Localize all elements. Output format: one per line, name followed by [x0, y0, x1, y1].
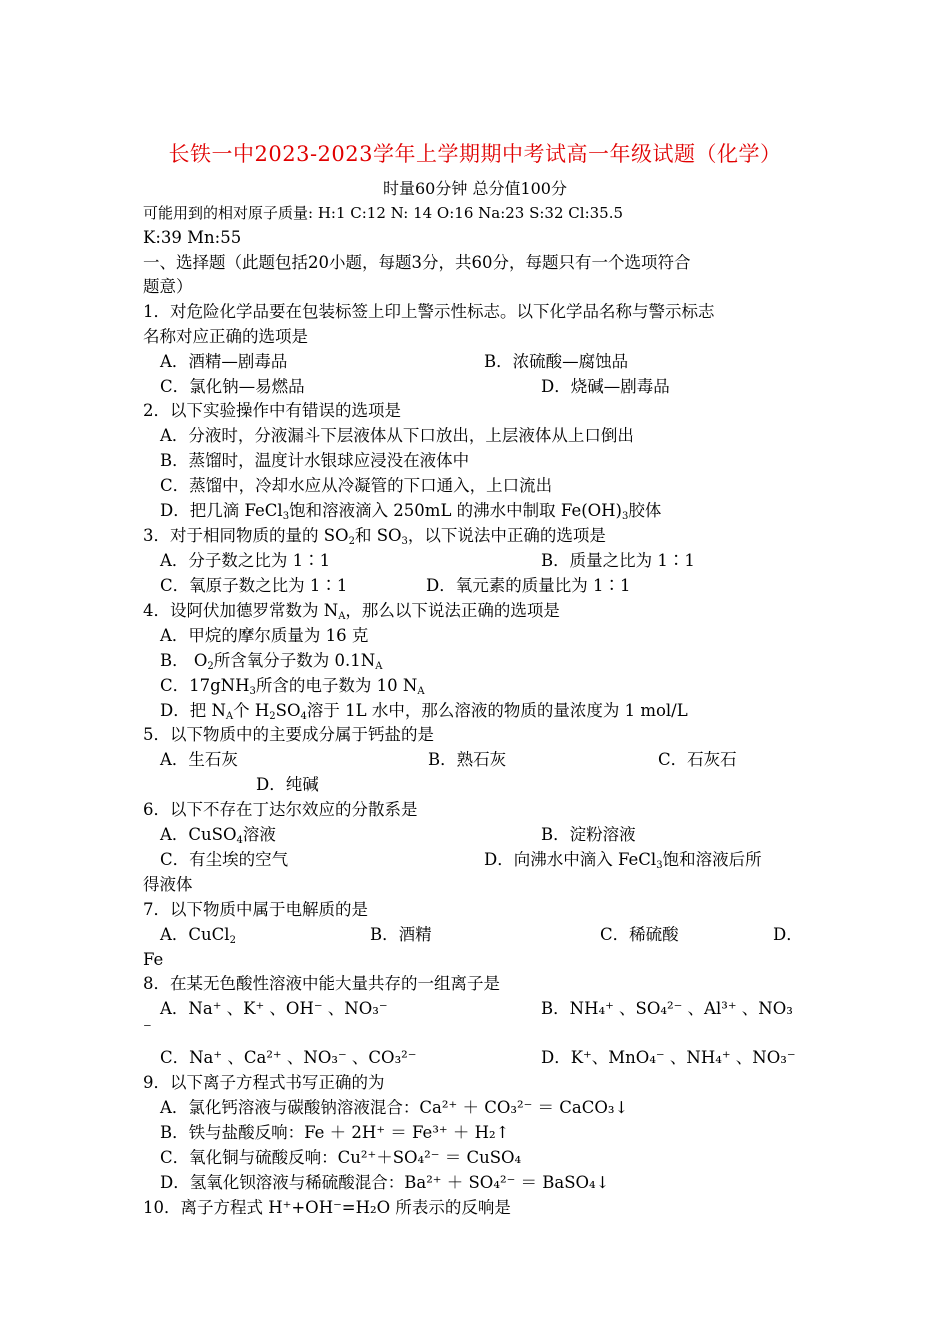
q5-option-c: C．石灰石	[658, 750, 737, 769]
q7-option-c: C．稀硫酸	[600, 925, 679, 944]
q2-option-c: C．蒸馏中，冷却水应从冷凝管的下口通入，上口流出	[160, 476, 553, 495]
q6-option-b: B．淀粉溶液	[541, 825, 636, 844]
exam-subtitle: 时量60分钟 总分值100分	[383, 179, 567, 198]
q1-option-d: D．烧碱—剧毒品	[541, 377, 670, 396]
q1-stem-line-2: 名称对应正确的选项是	[143, 327, 308, 346]
q9-option-b: B．铁与盐酸反响：Fe ＋ 2H⁺ ＝ Fe³⁺ ＋ H₂↑	[160, 1123, 510, 1142]
q9-option-a: A．氯化钙溶液与碳酸钠溶液混合：Ca²⁺ ＋ CO₃²⁻ ＝ CaCO₃↓	[160, 1098, 629, 1117]
q8-option-b: B．NH₄⁺ 、SO₄²⁻ 、Al³⁺ 、NO₃	[541, 999, 793, 1018]
q1-stem-line-1: 1．对危险化学品要在包装标签上印上警示性标志。以下化学品名称与警示标志	[143, 302, 715, 321]
q3-stem: 3．对于相同物质的量的 $SO_2$和 $SO_3$，以下说法中正确的选项是	[143, 526, 606, 547]
section-heading-line-1: 一、选择题（此题包括20小题，每题3分，共60分，每题只有一个选项符合	[143, 253, 691, 272]
section-heading-line-2: 题意）	[143, 277, 193, 296]
atomic-masses-line-2: K:39 Mn:55	[143, 228, 242, 247]
q4-option-d: D．把 $N_A$个 $H_2SO_4$溶于 1L 水中，那么溶液的物质的量浓度为 1 mol/L	[160, 701, 688, 722]
exam-title: 长铁一中2023-2023学年上学期期中考试高一年级试题（化学）	[168, 142, 782, 166]
q7-option-a: A．CuCl$_2$	[160, 925, 236, 946]
q5-option-a: A．生石灰	[160, 750, 238, 769]
q2-option-b: B．蒸馏时，温度计水银球应浸没在液体中	[160, 451, 470, 470]
q1-option-b: B．浓硫酸—腐蚀品	[484, 352, 629, 371]
q7-option-b: B．酒精	[370, 925, 432, 944]
q3-option-c: C．氧原子数之比为 1∶1	[160, 576, 348, 595]
q6-option-d-continued: 得液体	[143, 875, 193, 894]
q8-option-a: A．Na⁺ 、K⁺ 、OH⁻ 、NO₃⁻	[160, 999, 388, 1018]
q7-option-d: D．	[773, 925, 803, 944]
q2-option-a: A．分液时，分液漏斗下层液体从下口放出，上层液体从上口倒出	[160, 426, 634, 445]
q4-option-a: A．甲烷的摩尔质量为 16 克	[160, 626, 369, 645]
q1-option-c: C．氯化钠—易燃品	[160, 377, 305, 396]
q7-option-d-continued: Fe	[143, 950, 164, 969]
q3-option-b: B．质量之比为 1∶1	[541, 551, 695, 570]
q3-option-a: A．分子数之比为 1∶1	[160, 551, 331, 570]
q6-option-d: D．向沸水中滴入 FeCl$_3$饱和溶液后所	[484, 850, 762, 871]
q8-option-d: D．K⁺、MnO₄⁻ 、NH₄⁺ 、NO₃⁻	[541, 1048, 796, 1067]
atomic-masses-line-1: 可能用到的相对原子质量: H:1 C:12 N: 14 O:16 Na:23 S:32 Cl:35.5	[143, 204, 624, 222]
q8-stem: 8．在某无色酸性溶液中能大量共存的一组离子是	[143, 974, 500, 993]
q6-option-c: C．有尘埃的空气	[160, 850, 289, 869]
q2-stem: 2．以下实验操作中有错误的选项是	[143, 401, 401, 420]
q1-option-a: A．酒精—剧毒品	[160, 352, 288, 371]
q8-option-b-continued: ⁻	[143, 1019, 152, 1038]
q2-option-d: D．把几滴 FeCl$_3$饱和溶液滴入 250mL 的沸水中制取 $Fe(OH)_3$胶体	[160, 501, 662, 522]
q10-stem: 10．离子方程式 H⁺+OH⁻=H₂O 所表示的反响是	[143, 1198, 511, 1217]
q5-option-d: D．纯碱	[256, 775, 319, 794]
q9-option-d: D．氢氧化钡溶液与稀硫酸混合：Ba²⁺ ＋ SO₄²⁻ ＝ BaSO₄↓	[160, 1173, 610, 1192]
q4-option-b: B． $O_2$所含氧分子数为 $0.1N_A$	[160, 651, 383, 672]
q3-option-d: D．氧元素的质量比为 1∶1	[426, 576, 631, 595]
q5-stem: 5．以下物质中的主要成分属于钙盐的是	[143, 725, 434, 744]
q8-option-c: C．Na⁺ 、Ca²⁺ 、NO₃⁻ 、CO₃²⁻	[160, 1048, 417, 1067]
q9-option-c: C．氧化铜与硫酸反响：Cu²⁺＋SO₄²⁻ ＝ CuSO₄	[160, 1148, 522, 1167]
q6-stem: 6．以下不存在丁达尔效应的分散系是	[143, 800, 418, 819]
q4-stem: 4．设阿伏加德罗常数为 $N_A$，那么以下说法正确的选项是	[143, 601, 560, 622]
q7-stem: 7．以下物质中属于电解质的是	[143, 900, 368, 919]
q9-stem: 9．以下离子方程式书写正确的为	[143, 1073, 385, 1092]
q5-option-b: B．熟石灰	[428, 750, 507, 769]
q6-option-a: A．CuSO$_4$溶液	[160, 825, 276, 846]
q4-option-c: C．17gNH$_3$所含的电子数为 10 $N_A$	[160, 676, 425, 697]
